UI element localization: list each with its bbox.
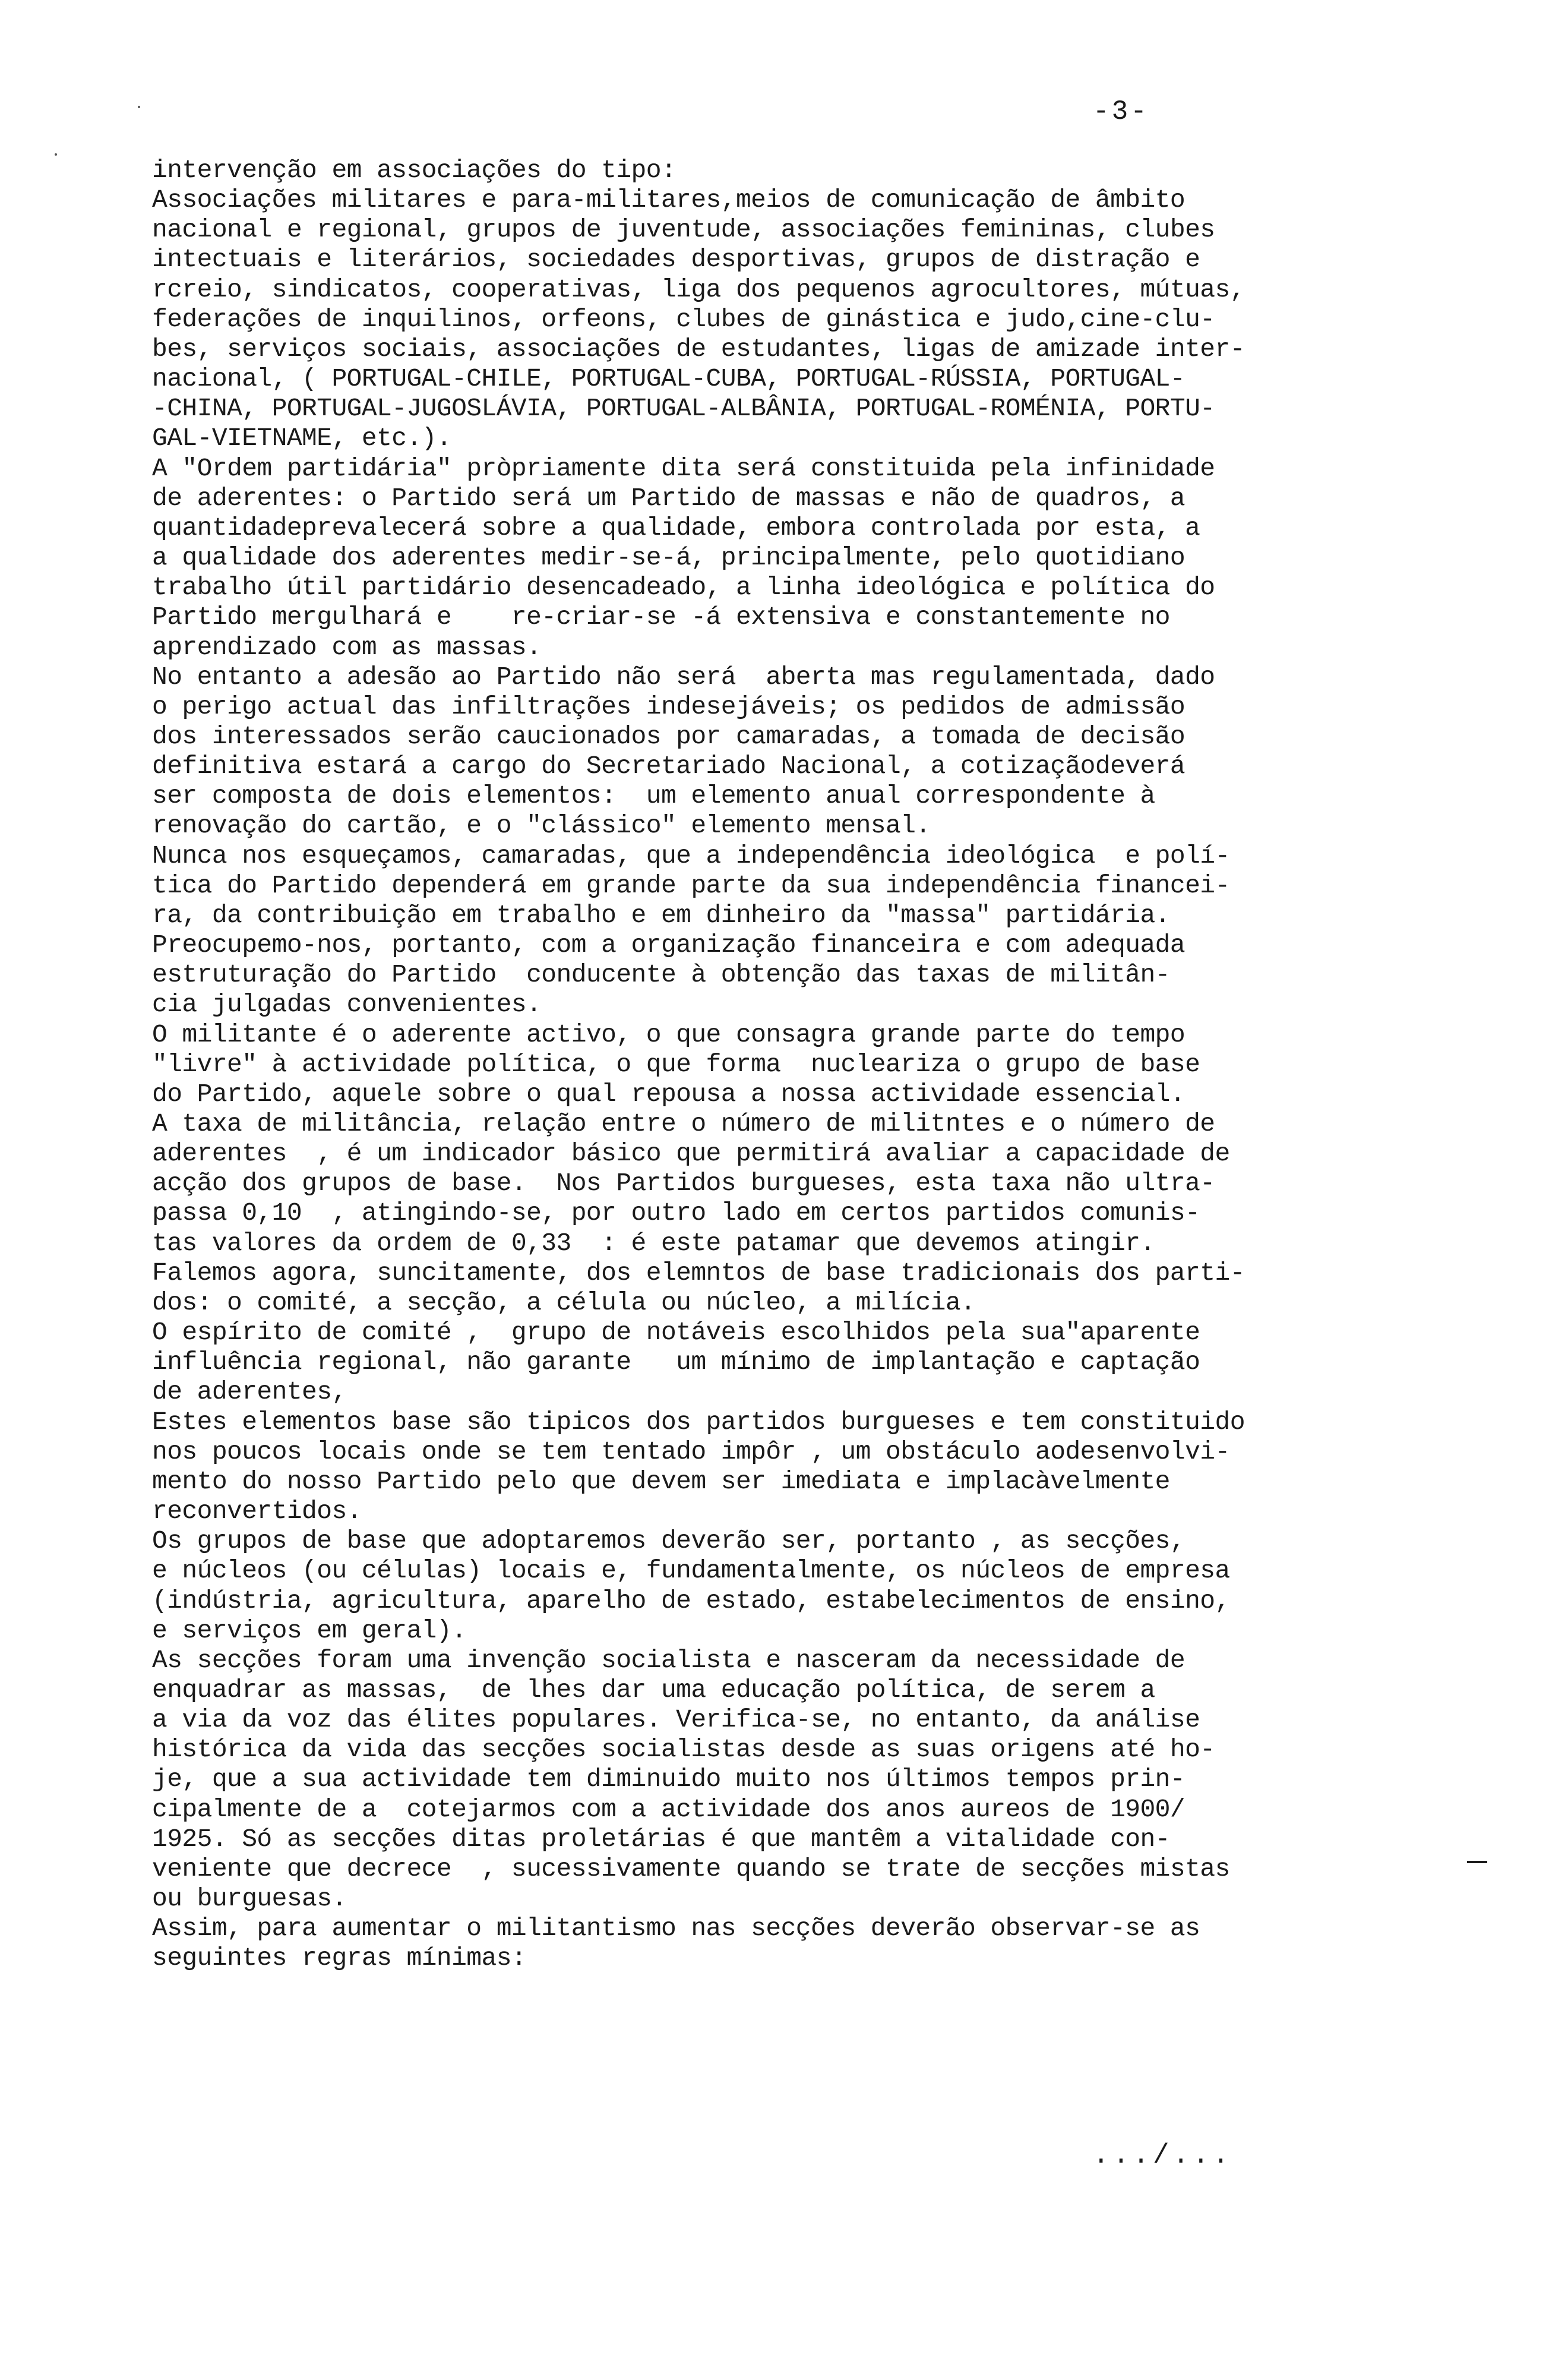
text-line: quantidadeprevalecerá sobre a qualidade, embora controlada por esta, a bbox=[152, 513, 1200, 542]
text-line: ou burguesas. bbox=[152, 1884, 347, 1914]
text-line: Nunca nos esqueçamos, camaradas, que a independência ideológica e polí- bbox=[152, 841, 1230, 870]
text-line: O espírito de comité , grupo de notáveis escolhidos pela sua"aparente bbox=[152, 1318, 1200, 1347]
text-line: seguintes regras mínimas: bbox=[152, 1943, 527, 1973]
text-line: mento do nosso Partido pelo que devem ser imediata e implacàvelmente bbox=[152, 1466, 1170, 1496]
text-line: 1925. Só as secções ditas proletárias é que mantêm a vitalidade con- bbox=[152, 1824, 1170, 1854]
text-line: ra, da contribuição em trabalho e em dinheiro da "massa" partidária. bbox=[152, 900, 1170, 930]
text-line: "livre" à actividade política, o que forma nucleariza o grupo de base bbox=[152, 1049, 1200, 1079]
scan-speck bbox=[55, 153, 57, 156]
text-line: GAL-VIETNAME, etc.). bbox=[152, 424, 452, 453]
text-line: ser composta de dois elementos: um elemento anual correspondente à bbox=[152, 781, 1155, 811]
text-line: a via da voz das élites populares. Verifica-se, no entanto, da análise bbox=[152, 1705, 1200, 1735]
text-line: renovação do cartão, e o "clássico" elemento mensal. bbox=[152, 811, 931, 841]
text-line: aderentes , é um indicador básico que permitirá avaliar a capacidade de bbox=[152, 1139, 1230, 1169]
text-line: definitiva estará a cargo do Secretariado Nacional, a cotizaçãodeverá bbox=[152, 752, 1186, 781]
continuation-marker: .../... bbox=[1093, 2140, 1233, 2171]
text-line: Falemos agora, suncitamente, dos elemntos de base tradicionais dos parti- bbox=[152, 1258, 1245, 1287]
text-line: A taxa de militância, relação entre o número de militntes e o número de bbox=[152, 1109, 1215, 1138]
text-line: reconvertidos. bbox=[152, 1497, 362, 1526]
text-line: No entanto a adesão ao Partido não será aberta mas regulamentada, dado bbox=[152, 662, 1215, 692]
body-text bbox=[152, 156, 1447, 1974]
text-line: Assim, para aumentar o militantismo nas secções deverão observar-se as bbox=[152, 1914, 1200, 1943]
text-line: cia julgadas convenientes. bbox=[152, 990, 542, 1020]
text-line: O militante é o aderente activo, o que consagra grande parte do tempo bbox=[152, 1020, 1186, 1049]
text-line: e núcleos (ou células) locais e, fundamentalmente, os núcleos de empresa bbox=[152, 1556, 1230, 1586]
text-line: e serviços em geral). bbox=[152, 1615, 467, 1645]
text-line: acção dos grupos de base. Nos Partidos burgueses, esta taxa não ultra- bbox=[152, 1169, 1215, 1198]
text-line: a qualidade dos aderentes medir-se-á, principalmente, pelo quotidiano bbox=[152, 543, 1186, 573]
text-line: Partido mergulhará e re-criar-se -á extensiva e constantemente no bbox=[152, 602, 1170, 632]
text-line: influência regional, não garante um mínimo de implantação e captação bbox=[152, 1347, 1200, 1377]
text-line: nos poucos locais onde se tem tentado impôr , um obstáculo aodesenvolvi- bbox=[152, 1437, 1230, 1466]
text-line: aprendizado com as massas. bbox=[152, 632, 542, 662]
page-number: -3- bbox=[1093, 96, 1149, 127]
text-line: federações de inquilinos, orfeons, clubes de ginástica e judo,cine-clu- bbox=[152, 304, 1215, 334]
text-line: intervenção em associações do tipo: bbox=[152, 156, 676, 185]
text-line: dos: o comité, a secção, a célula ou núcleo, a milícia. bbox=[152, 1287, 976, 1317]
text-line: de aderentes, bbox=[152, 1377, 347, 1407]
text-line: rcreio, sindicatos, cooperativas, liga dos pequenos agrocultores, mútuas, bbox=[152, 274, 1245, 304]
text-line: veniente que decrece , sucessivamente quando se trate de secções mistas bbox=[152, 1854, 1230, 1883]
text-line: As secções foram uma invenção socialista e nasceram da necessidade de bbox=[152, 1645, 1186, 1675]
text-line: dos interessados serão caucionados por camaradas, a tomada de decisão bbox=[152, 721, 1186, 751]
text-line: (indústria, agricultura, aparelho de estado, estabelecimentos de ensino, bbox=[152, 1586, 1230, 1615]
text-line: je, que a sua actividade tem diminuido muito nos últimos tempos prin- bbox=[152, 1765, 1186, 1794]
text-line: trabalho útil partidário desencadeado, a linha ideológica e política do bbox=[152, 573, 1215, 602]
text-line: estruturação do Partido conducente à obtenção das taxas de militân- bbox=[152, 960, 1170, 990]
scan-speck bbox=[138, 106, 140, 108]
text-line: do Partido, aquele sobre o qual repousa a nossa actividade essencial. bbox=[152, 1079, 1186, 1109]
text-line: bes, serviços sociais, associações de estudantes, ligas de amizade inter- bbox=[152, 334, 1245, 364]
text-line: intectuais e literários, sociedades desportivas, grupos de distração e bbox=[152, 245, 1200, 274]
text-line: Preocupemo-nos, portanto, com a organização financeira e com adequada bbox=[152, 930, 1186, 960]
text-line: Estes elementos base são tipicos dos partidos burgueses e tem constituido bbox=[152, 1407, 1245, 1437]
text-line: nacional e regional, grupos de juventude, associações femininas, clubes bbox=[152, 215, 1215, 245]
text-line: tas valores da ordem de 0,33 : é este patamar que devemos atingir. bbox=[152, 1228, 1155, 1258]
text-line: de aderentes: o Partido será um Partido de massas e não de quadros, a bbox=[152, 483, 1186, 513]
text-line: enquadrar as massas, de lhes dar uma educação política, de serem a bbox=[152, 1675, 1155, 1705]
text-line: passa 0,10 , atingindo-se, por outro lado em certos partidos comunis- bbox=[152, 1198, 1200, 1228]
text-line: Associações militares e para-militares,meios de comunicação de âmbito bbox=[152, 185, 1186, 215]
text-line: o perigo actual das infiltrações indesejáveis; os pedidos de admissão bbox=[152, 692, 1186, 721]
text-line: Os grupos de base que adoptaremos deverão ser, portanto , as secções, bbox=[152, 1526, 1186, 1556]
text-line: cipalmente de a cotejarmos com a actividade dos anos aureos de 1900/ bbox=[152, 1794, 1186, 1824]
margin-mark bbox=[1467, 1861, 1487, 1863]
text-line: histórica da vida das secções socialistas desde as suas origens até ho- bbox=[152, 1735, 1215, 1765]
text-line: tica do Partido dependerá em grande parte da sua independência financei- bbox=[152, 870, 1230, 900]
text-line: -CHINA, PORTUGAL-JUGOSLÁVIA, PORTUGAL-ALBÂNIA, PORTUGAL-ROMÉNIA, PORTU- bbox=[152, 394, 1215, 424]
text-line: nacional, ( PORTUGAL-CHILE, PORTUGAL-CUBA, PORTUGAL-RÚSSIA, PORTUGAL- bbox=[152, 364, 1186, 394]
text-line: A "Ordem partidária" pròpriamente dita será constituida pela infinidade bbox=[152, 453, 1215, 483]
